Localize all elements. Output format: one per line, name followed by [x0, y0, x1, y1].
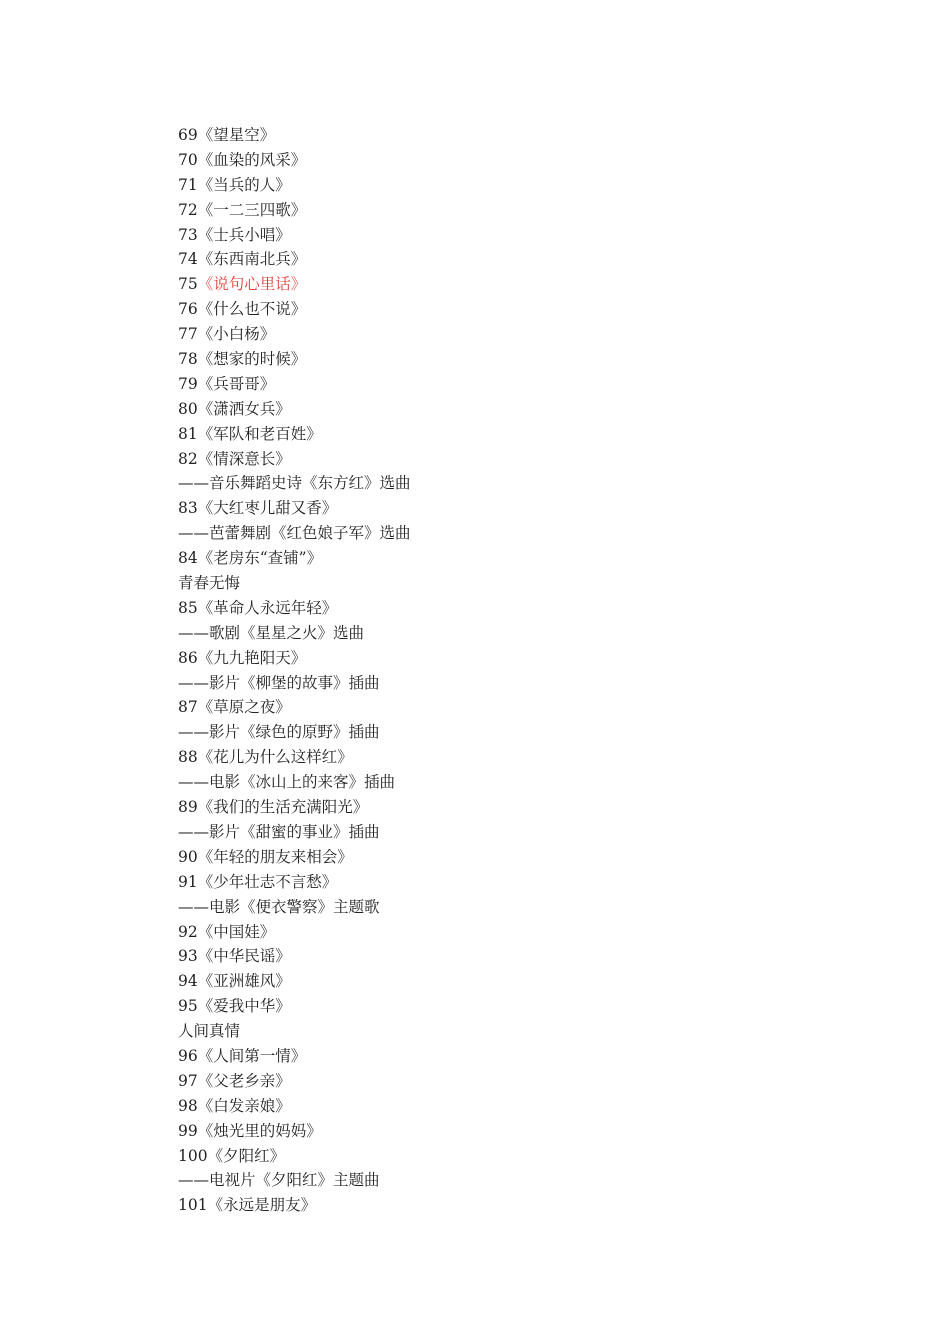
song-entry: [178, 1193, 411, 1218]
source-note-text: ——影片《柳堡的故事》插曲: [178, 673, 380, 692]
song-number: 94: [178, 972, 198, 991]
song-title: 《中国娃》: [197, 922, 276, 941]
song-number: 88: [178, 748, 198, 767]
song-title: 《想家的时候》: [197, 350, 307, 369]
song-entry: [178, 272, 411, 297]
section-heading-text: 青春无悔: [178, 574, 241, 593]
song-title: 《当兵的人》: [197, 175, 291, 194]
song-number: 95: [178, 997, 198, 1016]
song-title: 《父老乡亲》: [197, 1071, 291, 1090]
song-entry: [178, 646, 411, 671]
song-number: 74: [178, 250, 198, 269]
song-number: 75: [178, 275, 198, 294]
song-number: 97: [178, 1071, 198, 1090]
song-entry: [178, 496, 411, 521]
source-note-text: ——音乐舞蹈史诗《东方红》选曲: [178, 474, 411, 493]
song-entry: [178, 795, 411, 820]
source-note-text: ——电影《冰山上的来客》插曲: [178, 773, 396, 792]
song-entry: [178, 247, 411, 272]
song-number: 85: [178, 598, 198, 617]
song-number: 79: [178, 374, 198, 393]
song-number: 89: [178, 798, 198, 817]
song-title: 《九九艳阳天》: [197, 648, 307, 667]
song-number: 99: [178, 1121, 198, 1140]
song-number: 69: [178, 126, 198, 144]
song-source-note: [178, 720, 411, 745]
song-title: 《我们的生活充满阳光》: [197, 798, 369, 817]
song-entry: [178, 372, 411, 397]
song-title: 《白发亲娘》: [197, 1096, 291, 1115]
song-title: 《士兵小唱》: [197, 225, 291, 244]
song-number: 76: [178, 300, 198, 319]
song-entry: [178, 1094, 411, 1119]
song-number: 73: [178, 225, 198, 244]
song-list: [178, 123, 411, 1218]
song-number: 71: [178, 175, 198, 194]
song-title: 《小白杨》: [197, 325, 276, 344]
song-title: 《说句心里话》: [197, 275, 307, 294]
song-title: 《夕阳红》: [207, 1146, 286, 1165]
song-title: 《花儿为什么这样红》: [197, 748, 353, 767]
section-heading-text: 人间真情: [178, 1022, 241, 1041]
song-title: 《老房东“查铺”》: [197, 549, 323, 568]
song-entry: [178, 1069, 411, 1094]
song-title: 《年轻的朋友来相会》: [197, 847, 353, 866]
song-number: 77: [178, 325, 198, 344]
song-number: 83: [178, 499, 198, 518]
song-entry: [178, 870, 411, 895]
song-entry: [178, 969, 411, 994]
song-title: 《人间第一情》: [197, 1046, 307, 1065]
song-entry: [178, 297, 411, 322]
song-number: 78: [178, 350, 198, 369]
song-number: 86: [178, 648, 198, 667]
song-entry: [178, 745, 411, 770]
song-entry: [178, 347, 411, 372]
song-title: 《潇洒女兵》: [197, 399, 291, 418]
song-entry: [178, 546, 411, 571]
song-entry: [178, 1044, 411, 1069]
song-source-note: [178, 521, 411, 546]
song-entry: [178, 695, 411, 720]
song-number: 98: [178, 1096, 198, 1115]
song-entry: [178, 198, 411, 223]
song-source-note: [178, 820, 411, 845]
song-entry: [178, 920, 411, 945]
song-source-note: [178, 671, 411, 696]
source-note-text: ——影片《绿色的原野》插曲: [178, 723, 380, 742]
song-number: 87: [178, 698, 198, 717]
source-note-text: ——影片《甜蜜的事业》插曲: [178, 822, 380, 841]
song-title: 《亚洲雄风》: [197, 972, 291, 991]
song-entry: [178, 223, 411, 248]
song-title: 《东西南北兵》: [197, 250, 307, 269]
song-entry: [178, 173, 411, 198]
song-title: 《什么也不说》: [197, 300, 307, 319]
song-number: 90: [178, 847, 198, 866]
song-source-note: [178, 471, 411, 496]
song-number: 101: [178, 1196, 208, 1215]
source-note-text: ——电影《便衣警察》主题歌: [178, 897, 380, 916]
song-number: 84: [178, 549, 198, 568]
song-number: 82: [178, 449, 198, 468]
section-heading: [178, 571, 411, 596]
song-number: 96: [178, 1046, 198, 1065]
song-source-note: [178, 1168, 411, 1193]
song-title: 《中华民谣》: [197, 947, 291, 966]
song-title: 《血染的风采》: [197, 150, 307, 169]
song-title: 《革命人永远年轻》: [197, 598, 338, 617]
song-number: 81: [178, 424, 198, 443]
source-note-text: ——电视片《夕阳红》主题曲: [178, 1171, 380, 1190]
song-entry: [178, 123, 411, 148]
song-number: 91: [178, 872, 198, 891]
song-entry: [178, 148, 411, 173]
song-title: 《草原之夜》: [197, 698, 291, 717]
song-number: 93: [178, 947, 198, 966]
song-title: 《军队和老百姓》: [197, 424, 322, 443]
song-entry: [178, 596, 411, 621]
song-title: 《一二三四歌》: [197, 200, 307, 219]
song-entry: [178, 1144, 411, 1169]
song-number: 70: [178, 150, 198, 169]
song-source-note: [178, 621, 411, 646]
song-title: 《望星空》: [197, 126, 276, 144]
song-title: 《少年壮志不言愁》: [197, 872, 338, 891]
song-number: 80: [178, 399, 198, 418]
song-number: 72: [178, 200, 198, 219]
song-entry: [178, 322, 411, 347]
song-entry: [178, 1119, 411, 1144]
section-heading: [178, 1019, 411, 1044]
song-entry: [178, 422, 411, 447]
song-title: 《烛光里的妈妈》: [197, 1121, 322, 1140]
song-title: 《情深意长》: [197, 449, 291, 468]
song-title: 《永远是朋友》: [207, 1196, 317, 1215]
song-entry: [178, 994, 411, 1019]
song-entry: [178, 944, 411, 969]
source-note-text: ——芭蕾舞剧《红色娘子军》选曲: [178, 524, 411, 543]
song-entry: [178, 397, 411, 422]
song-source-note: [178, 895, 411, 920]
song-title: 《大红枣儿甜又香》: [197, 499, 338, 518]
song-source-note: [178, 770, 411, 795]
song-title: 《兵哥哥》: [197, 374, 276, 393]
song-title: 《爱我中华》: [197, 997, 291, 1016]
song-entry: [178, 447, 411, 472]
song-number: 100: [178, 1146, 208, 1165]
source-note-text: ——歌剧《星星之火》选曲: [178, 623, 365, 642]
song-entry: [178, 845, 411, 870]
song-number: 92: [178, 922, 198, 941]
